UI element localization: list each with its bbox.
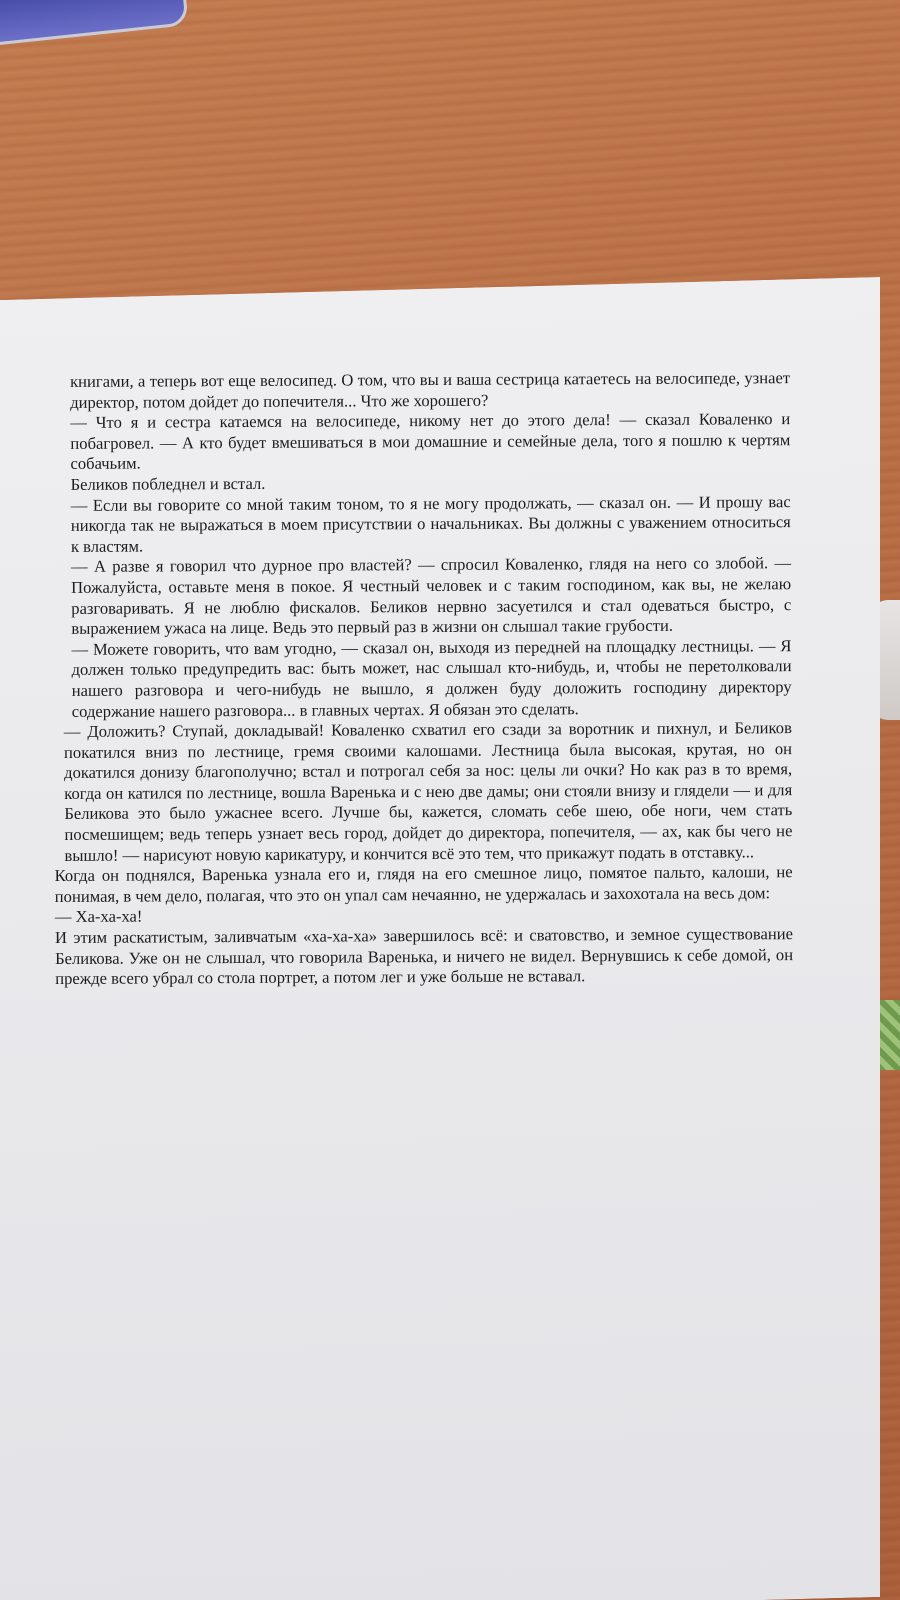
green-paper-scrap	[878, 1000, 900, 1070]
paragraph: Беликов побледнел и встал.	[70, 473, 266, 494]
paragraph: — Что я и сестра катаемся на велосипеде, никому нет до этого дела! — сказал Коваленко и побагровел. — А кто будет вмешиваться в мои домашние и семейные дела, того я пошлю к чертям собачьим.	[70, 409, 791, 474]
paragraph: — Ха-ха-ха!	[54, 906, 143, 927]
paragraph: — Если вы говорите со мной таким тоном, то я не могу продолжать, — сказал он. — И прошу вас никогда так не выражаться в моем присутствии о начальниках. Вы должны с уважением относиться к властям.	[70, 491, 791, 556]
paragraph: книгами, а теперь вот еще велосипед. О том, что вы и ваша сестрица катаетесь на велосипеде, узнает директор, потом дойдет до попечителя... Что же хорошего?	[69, 368, 791, 412]
paragraph: И этим раскатистым, заливчатым «ха-ха-ха» завершилось всё: и сватовство, и земное существование Беликова. Уже он не слышал, что говорила Варенька, и ничего не видел. Вернувшись к себе домой, он прежде всего убрал со стола портрет, а потом лег и уже больше не вставал.	[54, 924, 794, 989]
paragraph: Когда он поднялся, Варенька узнала его и, глядя на его смешное лицо, помятое пальто, калоши, не понимая, в чем дело, полагая, что это он упал сам нечаянно, не удержалась и захохотала на весь дом:	[54, 862, 793, 906]
paragraph: — Можете говорить, что вам угодно, — сказал он, выходя из передней на площадку лестницы. — Я должен только предупредить вас: быть может, нас слышал кто-нибудь, и, чтобы не перетолковали нашего разговора и чего-нибудь не вышло, я должен буду доложить господину директору содержание нашего разговора... в главных чертах. Я обязан это сделать.	[71, 635, 792, 721]
paragraph: — Доложить? Ступай, докладывай! Коваленко схватил его сзади за воротник и пихнул, и Беликов покатился вниз по лестнице, гремя своими калошами. Лестница была высокая, крутая, но он докатился донизу благополучно; встал и потрогал себя за нос: целы ли очки? Но как раз в то время, когда он катился по лестнице, вошла Варенька и с нею две дамы; они стояли внизу и глядели — и для Беликова это было ужаснее всего. Лучше бы, кажется, сломать себе шею, обе ноги, чем стать посмешищем; ведь теперь узнает весь город, дойдет до директора, попечителя, — ах, как бы чего не вышло! — нарисуют новую карикатуру, и кончится всё это тем, что прикажут подать в отставку...	[63, 718, 793, 865]
printed-text-block	[52, 368, 793, 990]
cd-case-corner	[0, 0, 189, 47]
paragraph: — А разве я говорил что дурное про властей? — спросил Коваленко, глядя на него со злобой. — Пожалуйста, оставьте меня в покое. Я честный человек и с таким господином, как вы, не желаю разговаривать. Я не люблю фискалов. Беликов нервно засуетился и стал одеваться быстро, с выражением ужаса на лице. Ведь это первый раз в жизни он слышал такие грубости.	[70, 553, 792, 639]
